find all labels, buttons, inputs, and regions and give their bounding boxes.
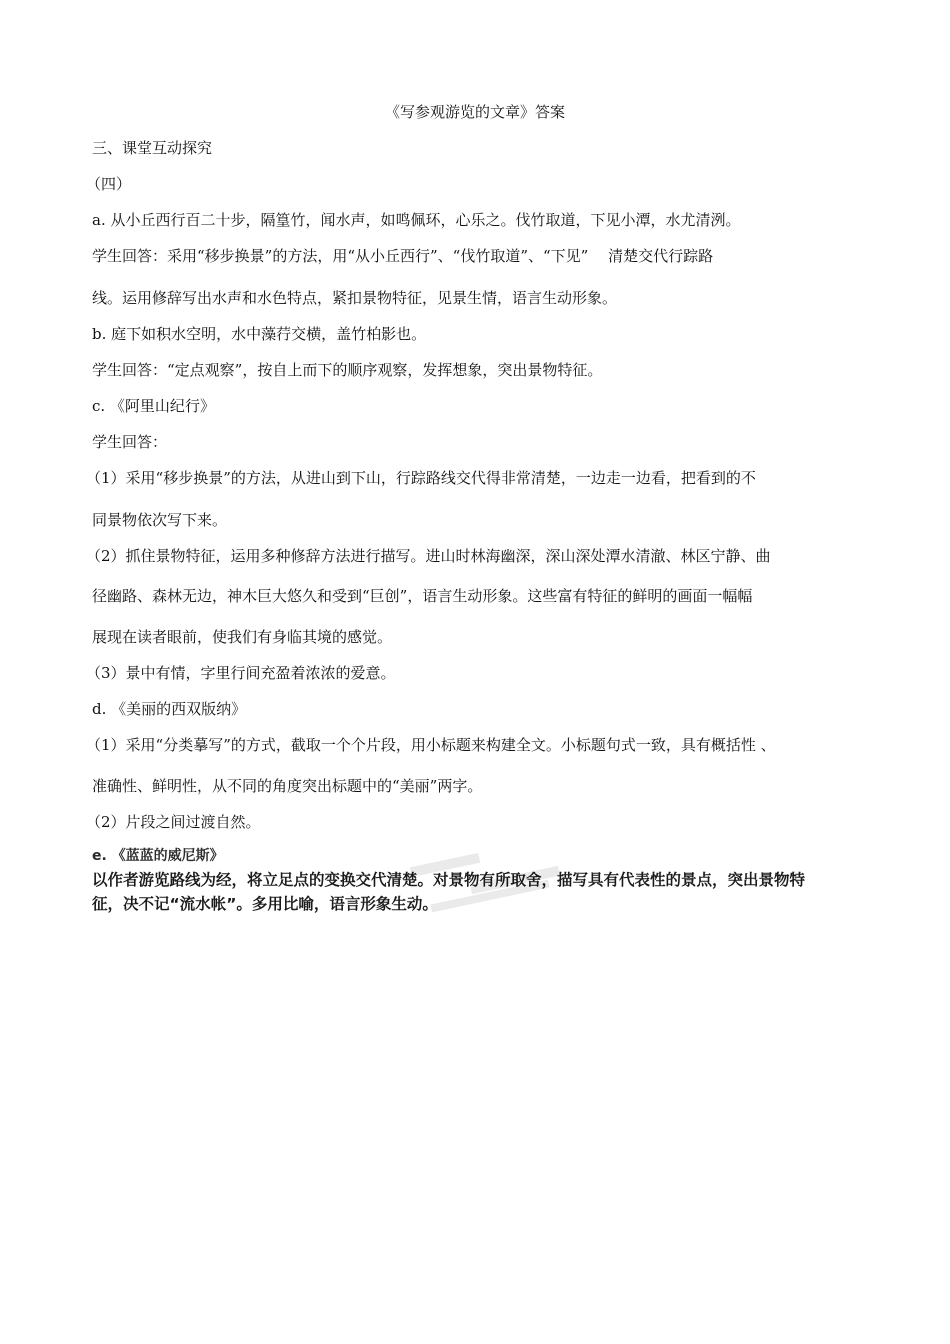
item-c-point-1-line-2: 同景物依次写下来。 xyxy=(92,511,228,529)
item-b-text: b. 庭下如积水空明，水中藻荇交横，盖竹柏影也。 xyxy=(92,325,427,343)
item-d-point-1-line-2: 准确性、鲜明性，从不同的角度突出标题中的“美丽”两字。 xyxy=(92,777,483,795)
faded-watermark xyxy=(400,840,590,920)
item-a-text: a. 从小丘西行百二十步，隔篁竹，闻水声，如鸣佩环，心乐之。伐竹取道，下见小潭，水尤清洌。 xyxy=(92,211,741,229)
item-d-point-1-line-1: （1）采用“分类摹写”的方式，截取一个个片段，用小标题来构建全文。小标题句式一致，具有概括性 、 xyxy=(86,736,776,754)
item-d-text: d. 《美丽的西双版纳》 xyxy=(92,700,247,718)
section-heading: 三、课堂互动探究 xyxy=(92,139,213,157)
item-a-answer-line-2: 线。运用修辞写出水声和水色特点，紧扣景物特征，见景生情，语言生动形象。 xyxy=(92,289,618,307)
item-c-point-1-line-1: （1）采用“移步换景”的方法，从进山到下山，行踪路线交代得非常清楚，一边走一边看，把看到的不 xyxy=(86,469,756,487)
item-c-answer-label: 学生回答： xyxy=(92,433,168,451)
item-e-answer-line-1: 以作者游览路线为经，将立足点的变换交代清楚。对景物有所取舍，描写具有代表性的景点，突出景物特 xyxy=(92,871,806,889)
item-c-point-2-line-2: 径幽路、森林无边，神木巨大悠久和受到“巨创”，语言生动形象。这些富有特征的鲜明的画面一幅幅 xyxy=(92,587,753,605)
item-e-answer-line-2: 征，决不记“流水帐”。多用比喻，语言形象生动。 xyxy=(92,895,438,913)
item-c-point-2-line-3: 展现在读者眼前，使我们有身临其境的感觉。 xyxy=(92,628,393,646)
item-c-point-3: （3）景中有情，字里行间充盈着浓浓的爱意。 xyxy=(86,664,396,682)
item-a-answer-line-1: 学生回答：采用“移步换景”的方法，用“从小丘西行”、“伐竹取道”、“下见” 清楚交代行踪路 xyxy=(92,247,714,265)
item-c-point-2-line-1: （2）抓住景物特征，运用多种修辞方法进行描写。进山时林海幽深，深山深处潭水清澈、林区宁静、曲 xyxy=(86,547,771,565)
item-b-answer: 学生回答：“定点观察”，按自上而下的顺序观察，发挥想象，突出景物特征。 xyxy=(92,361,603,379)
document-title: 《写参观游览的文章》答案 xyxy=(384,103,565,121)
item-c-text: c. 《阿里山纪行》 xyxy=(92,397,215,415)
part-label: （四） xyxy=(86,175,132,193)
item-d-point-2: （2）片段之间过渡自然。 xyxy=(86,813,261,831)
item-e-text: e. 《蓝蓝的威尼斯》 xyxy=(92,848,224,864)
